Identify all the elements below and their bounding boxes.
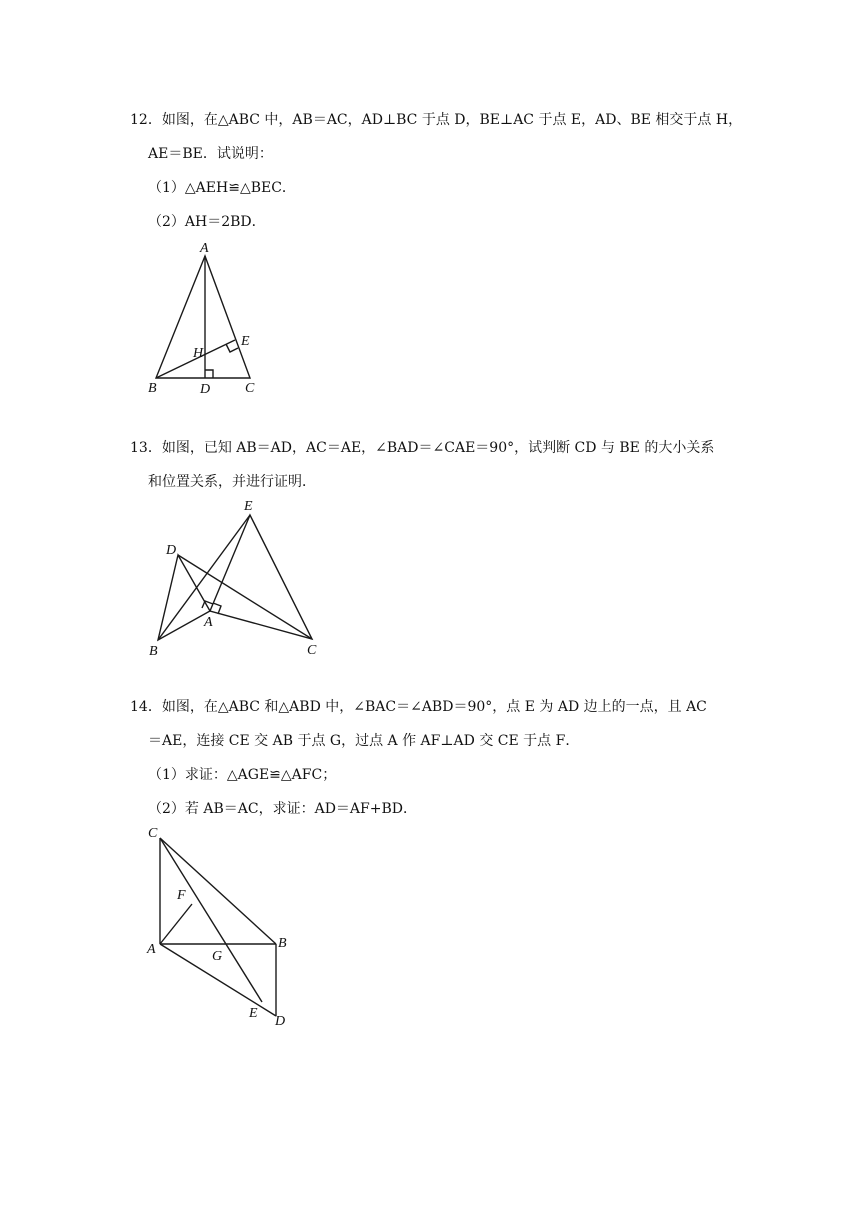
problem-13-figure [140, 495, 340, 665]
problem-13-number: 13． [130, 440, 162, 456]
label-c: C [245, 381, 255, 396]
label-e: E [241, 334, 250, 349]
problem-14-part-1: （1）求证：△AGE≌△AFC； [148, 767, 337, 783]
segment-ce [160, 838, 262, 1002]
label-h: H [193, 346, 204, 361]
problem-12-number: 12． [130, 112, 162, 128]
label-c: C [148, 826, 158, 841]
problem-12-part-1: （1）△AEH≌△BEC． [148, 180, 296, 196]
label-g: G [212, 949, 223, 964]
right-angle-d [205, 370, 213, 378]
label-a: A [200, 241, 209, 256]
segment-af [160, 904, 192, 944]
label-d: D [200, 382, 211, 397]
label-b: B [278, 936, 287, 951]
problem-12-line-2: AE＝BE．试说明： [148, 146, 273, 162]
label-b: B [149, 644, 158, 659]
problem-14-line-2: ＝AE，连接 CE 交 AB 于点 G，过点 A 作 AF⊥AD 交 CE 于点 F． [148, 733, 580, 749]
problem-14-part-2: （2）若 AB＝AC，求证：AD＝AF+BD． [148, 801, 417, 817]
segment-cd [178, 555, 312, 639]
label-f: F [177, 888, 186, 903]
problem-13-line-2: 和位置关系，并进行证明． [148, 474, 316, 490]
problem-14-number: 14． [130, 699, 162, 715]
triangle-ace [210, 515, 312, 639]
label-b: B [148, 381, 157, 396]
problem-14-figure [140, 820, 310, 1035]
label-e: E [249, 1006, 258, 1021]
problem-12-line-1: 12．如图，在△ABC 中，AB＝AC，AD⊥BC 于点 D，BE⊥AC 于点 E，AD、BE 相交于点 H， [130, 112, 743, 128]
label-a: A [147, 942, 156, 957]
problem-13-line-1: 13．如图，已知 AB＝AD，AC＝AE，∠BAD＝∠CAE＝90°，试判断 CD 与 BE 的大小关系 [130, 440, 715, 456]
label-a: A [204, 615, 213, 630]
label-c: C [307, 643, 317, 658]
right-angle-e [226, 344, 238, 352]
problem-12-figure [140, 240, 280, 400]
problem-14-line-1: 14．如图，在△ABC 和△ABD 中，∠BAC＝∠ABD＝90°，点 E 为 AD 边上的一点，且 AC [130, 699, 707, 715]
label-d: D [166, 543, 177, 558]
problem-12-part-2: （2）AH＝2BD． [148, 214, 266, 230]
triangle-abd [158, 555, 210, 640]
label-d: D [275, 1014, 286, 1029]
label-e: E [244, 499, 253, 514]
